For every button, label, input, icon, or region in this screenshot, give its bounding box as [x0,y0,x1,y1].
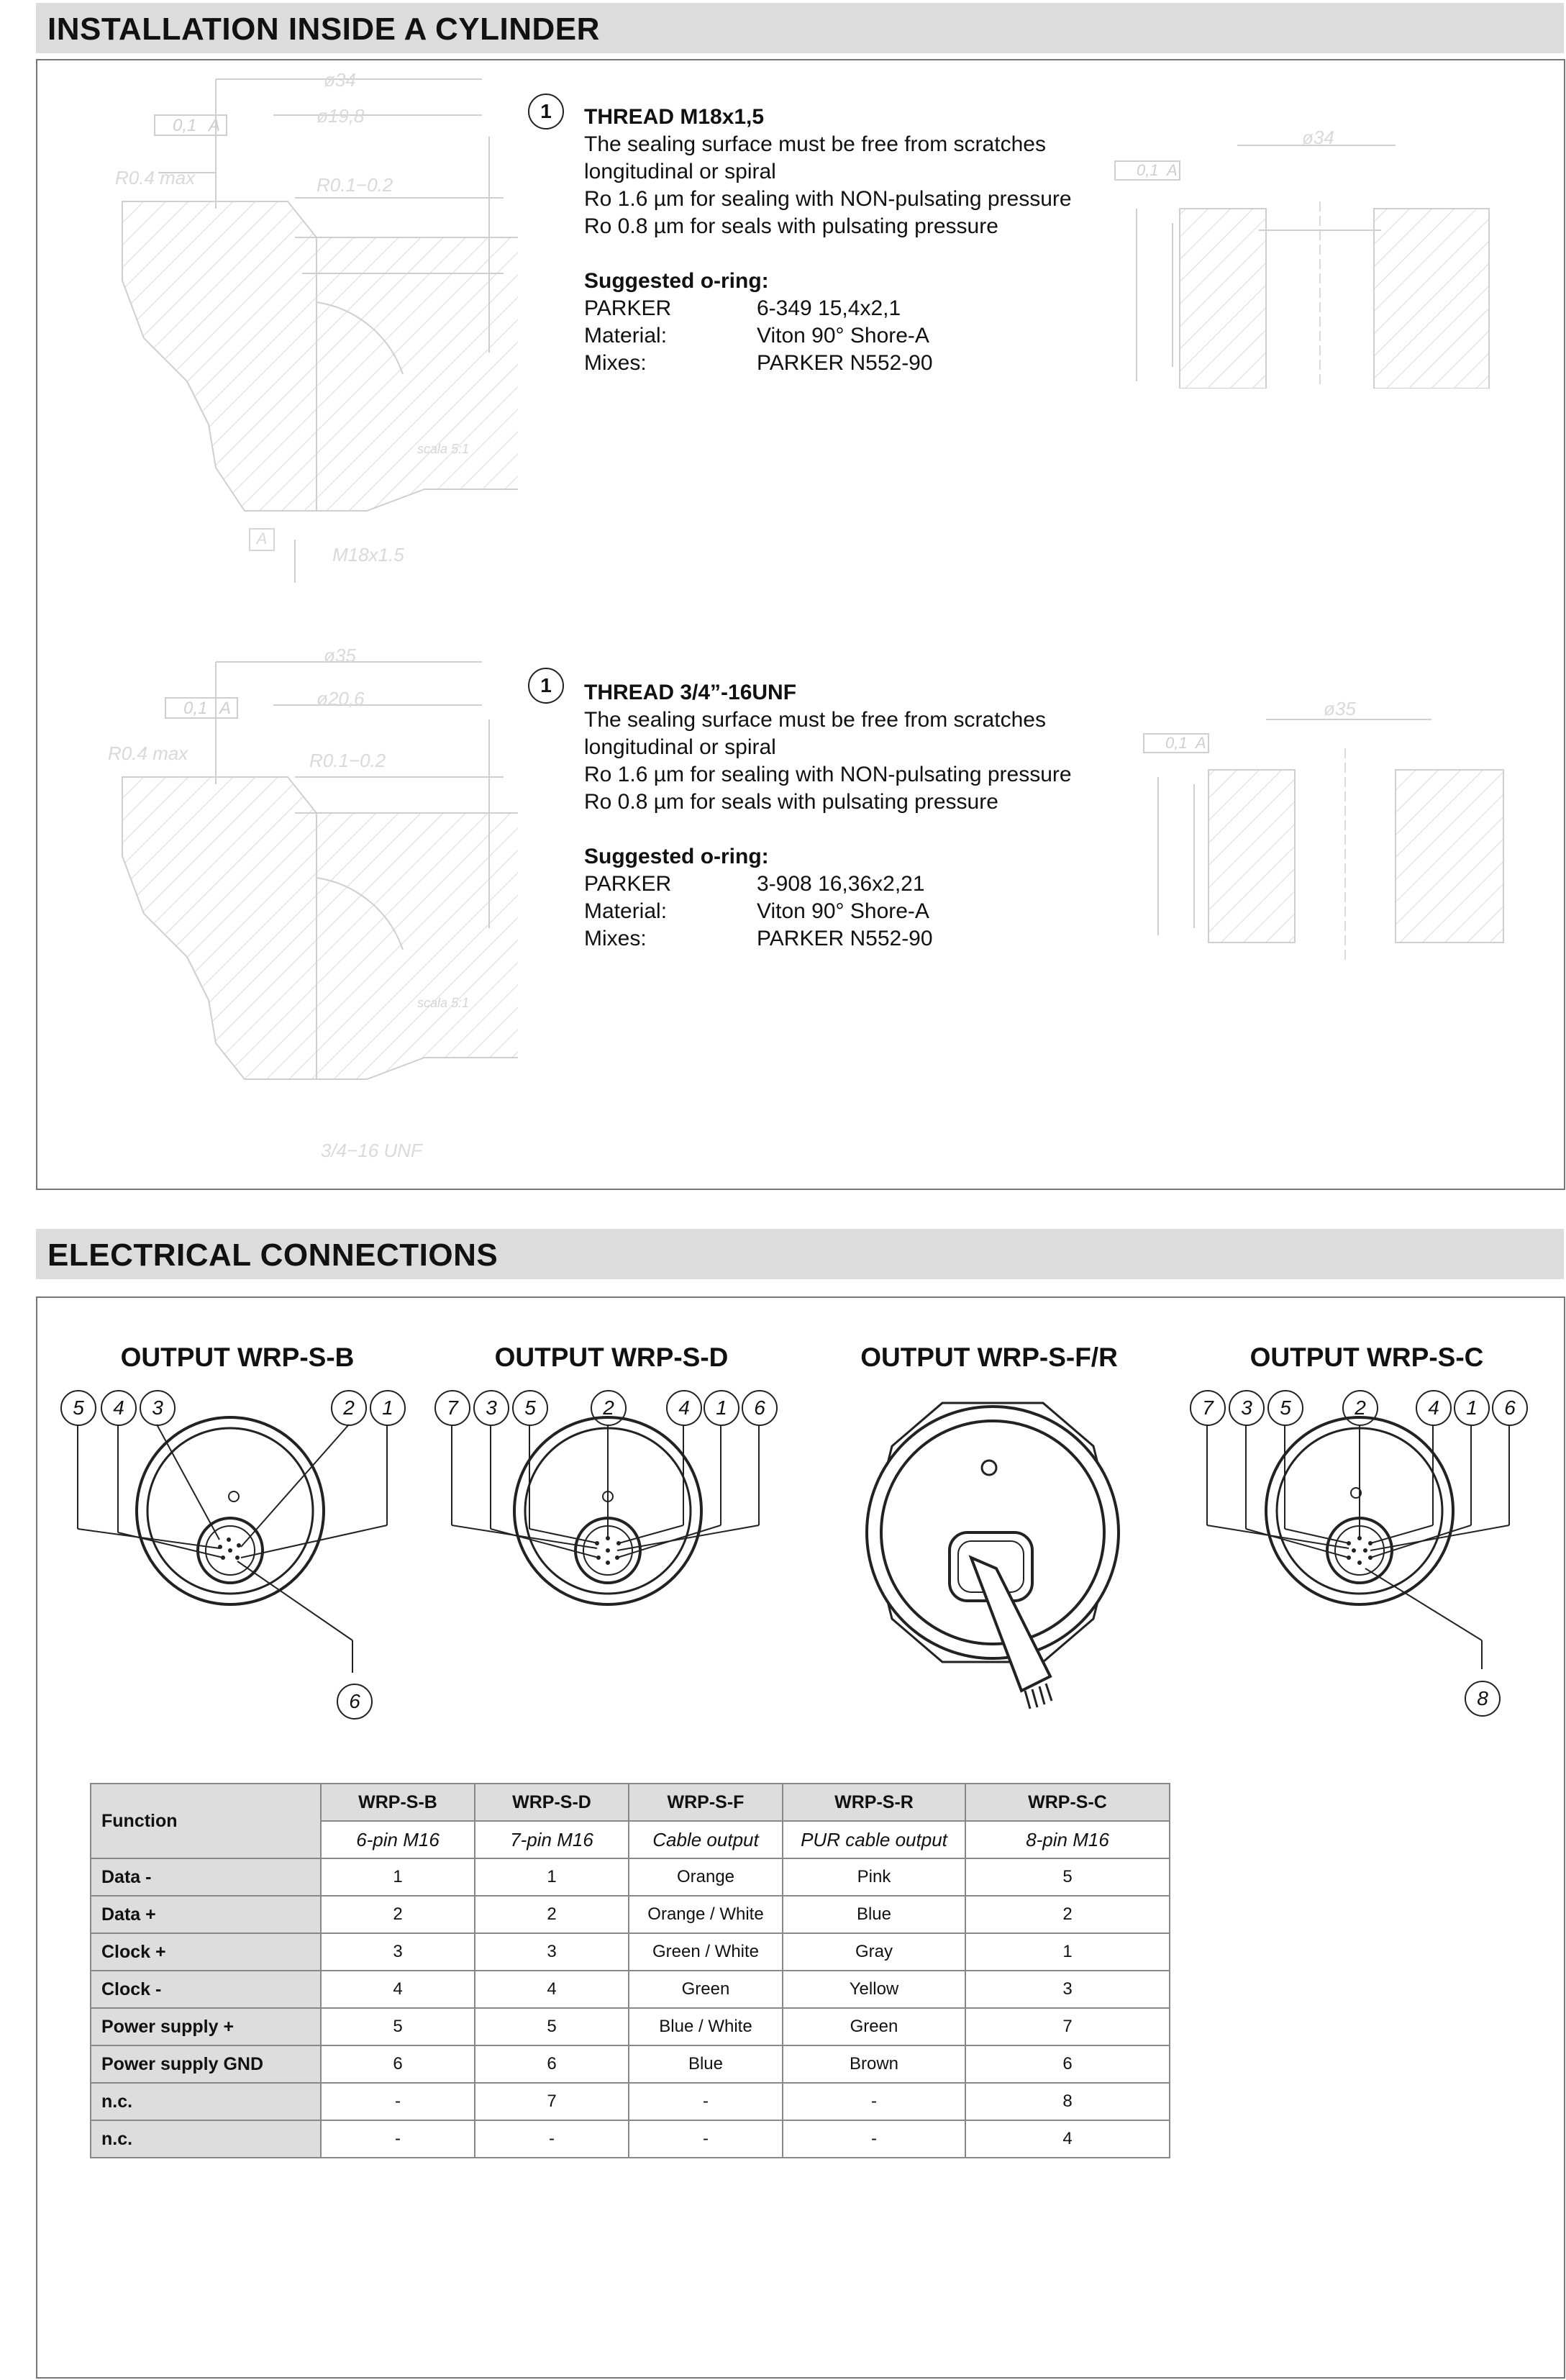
oring-value: 3-908 16,36x2,21 [757,872,925,896]
oring-value: Viton 90° Shore-A [757,324,929,348]
table-row [91,2008,1170,2045]
svg-text:A: A [219,699,232,718]
connector-c-drawing [1194,1396,1539,1698]
pin-label: 7 [1190,1390,1226,1426]
cell: 2 [965,1896,1170,1933]
cell: 3 [965,1971,1170,2008]
pin-label: 3 [140,1390,176,1426]
cell: Blue [629,2045,783,2083]
pin-label: 5 [60,1390,96,1426]
thread-note-m18 [584,104,1102,377]
col-header: WRP-S-B [321,1784,475,1821]
col-subheader: 7-pin M16 [475,1821,629,1858]
cell: 6 [321,2045,475,2083]
cell: - [475,2120,629,2158]
cell: - [629,2083,783,2120]
cell: 2 [475,1896,629,1933]
pin-label: 6 [742,1390,778,1426]
cell: 4 [965,2120,1170,2158]
svg-text:scala 5:1: scala 5:1 [417,442,470,456]
col-header: WRP-S-R [783,1784,965,1821]
oring-key: Mixes: [584,927,647,950]
dim-m18: M18x1.5 [332,544,404,566]
note-marker: 1 [528,668,564,704]
cell: - [629,2120,783,2158]
note-line: longitudinal or spiral [584,735,776,759]
dim-d35: ø35 [324,645,356,666]
cell: 5 [321,2008,475,2045]
pin-label: 5 [1267,1390,1303,1426]
note-line: The sealing surface must be free from scratches [584,132,1046,156]
cell: 7 [475,2083,629,2120]
dim-unf: 3/4−16 UNF [321,1140,422,1161]
cell: 3 [321,1933,475,1971]
row-function: Data + [91,1896,321,1933]
electrical-header [36,1229,1564,1279]
pin-label: 4 [666,1390,702,1426]
table-row [91,1896,1170,1933]
unf-section-drawing [101,640,518,1158]
cell: 1 [321,1858,475,1896]
oring-value: 6-349 15,4x2,1 [757,296,901,320]
pin-label: 2 [591,1390,627,1426]
col-header: WRP-S-C [965,1784,1170,1821]
col-subheader: 8-pin M16 [965,1821,1170,1858]
pin-label: 2 [331,1390,367,1426]
pin-label: 1 [370,1390,406,1426]
pin-label: 4 [101,1390,137,1426]
cell: 5 [965,1858,1170,1896]
oring-value: Viton 90° Shore-A [757,899,929,923]
pin-label: 2 [1342,1390,1378,1426]
cell: Brown [783,2045,965,2083]
cell: - [321,2083,475,2120]
cell: Orange [629,1858,783,1896]
cell: Green [629,1971,783,2008]
output-title-c: OUTPUT WRP-S-C [1249,1343,1484,1372]
row-function: n.c. [91,2120,321,2158]
cell: - [783,2120,965,2158]
section-title: ELECTRICAL CONNECTIONS [47,1237,499,1273]
cell: Orange / White [629,1896,783,1933]
note-title: THREAD 3/4”-16UNF [584,681,797,704]
output-title-d: OUTPUT WRP-S-D [494,1343,729,1372]
oring-value: PARKER N552-90 [757,351,933,375]
pin-label: 6 [337,1684,373,1720]
connector-d-drawing [432,1396,791,1612]
dim-r01: R0.1−0.2 [317,174,393,196]
row-function: Power supply GND [91,2045,321,2083]
col-subheader: 6-pin M16 [321,1821,475,1858]
note-line: Ro 0.8 µm for seals with pulsating pressure [584,790,998,814]
svg-text:A: A [1196,734,1206,752]
cell: 3 [475,1933,629,1971]
section-title: INSTALLATION INSIDE A CYLINDER [47,12,600,47]
oring-title: Suggested o-ring: [584,269,769,293]
oring-key: Material: [584,899,668,923]
oring-title: Suggested o-ring: [584,845,769,868]
oring-key: Material: [584,324,668,348]
svg-text:0,1: 0,1 [1137,161,1159,179]
table-row [91,2083,1170,2120]
table-row [91,2120,1170,2158]
thread-note-unf [584,679,1102,953]
svg-text:A: A [209,116,221,135]
cell: 7 [965,2008,1170,2045]
note-line: Ro 1.6 µm for sealing with NON-pulsating pressure [584,187,1072,211]
cell: 8 [965,2083,1170,2120]
pin-label: 3 [473,1390,509,1426]
col-header: WRP-S-D [475,1784,629,1821]
dim-r04: R0.4 max [115,167,196,189]
pin-label: 7 [434,1390,470,1426]
cell: Pink [783,1858,965,1896]
table-row [91,2045,1170,2083]
pin-label: 1 [704,1390,739,1426]
col-subheader: PUR cable output [783,1821,965,1858]
cable-output-drawing [842,1389,1144,1734]
oring-key: PARKER [584,296,672,320]
dim-bore-d35: ø35 [1324,698,1356,719]
cell: 4 [475,1971,629,2008]
cell: Yellow [783,1971,965,2008]
note-line: The sealing surface must be free from scratches [584,708,1046,732]
m18-bore-drawing [1108,130,1511,389]
oring-key: Mixes: [584,351,647,375]
oring-value: PARKER N552-90 [757,927,933,950]
row-function: n.c. [91,2083,321,2120]
datum-box: A [249,528,275,551]
output-title-b: OUTPUT WRP-S-B [120,1343,355,1372]
col-subheader: Cable output [629,1821,783,1858]
row-function: Power supply + [91,2008,321,2045]
output-title-fr: OUTPUT WRP-S-F/R [860,1343,1118,1372]
svg-text:0,1: 0,1 [183,699,208,718]
cell: Gray [783,1933,965,1971]
dim-r04-2: R0.4 max [108,742,188,764]
cell: 5 [475,2008,629,2045]
cell: 6 [475,2045,629,2083]
cell: 2 [321,1896,475,1933]
pin-label: 6 [1492,1390,1528,1426]
pin-label: 5 [512,1390,548,1426]
table-row [91,1933,1170,1971]
note-title: THREAD M18x1,5 [584,105,765,129]
pinout-table [90,1783,1170,2158]
row-function: Data - [91,1858,321,1896]
dim-d19-8: ø19,8 [317,105,365,127]
pin-label: 8 [1465,1681,1501,1717]
dim-d34: ø34 [324,69,356,91]
cell: 1 [475,1858,629,1896]
cell: 6 [965,2045,1170,2083]
unf-bore-drawing [1122,705,1525,964]
cell: Blue [783,1896,965,1933]
dim-d20-6: ø20,6 [317,688,365,709]
dim-r01-2: R0.1−0.2 [309,750,386,771]
cell: 1 [965,1933,1170,1971]
svg-text:0,1: 0,1 [1165,734,1188,752]
cell: Green [783,2008,965,2045]
pin-label: 3 [1229,1390,1265,1426]
col-header: WRP-S-F [629,1784,783,1821]
cell: Green / White [629,1933,783,1971]
svg-text:0,1: 0,1 [173,116,197,135]
row-function: Clock - [91,1971,321,2008]
dim-bore-d34: ø34 [1302,127,1334,148]
oring-key: PARKER [584,872,672,896]
cell: - [321,2120,475,2158]
cell: - [783,2083,965,2120]
cell: 4 [321,1971,475,2008]
installation-header [36,3,1564,53]
svg-text:A: A [1167,161,1178,179]
note-line: longitudinal or spiral [584,160,776,183]
row-function: Clock + [91,1933,321,1971]
pin-label: 4 [1416,1390,1452,1426]
table-row [91,1858,1170,1896]
note-line: Ro 0.8 µm for seals with pulsating pressure [584,214,998,238]
table-row [91,1971,1170,2008]
m18-section-drawing [101,65,518,583]
note-line: Ro 1.6 µm for sealing with NON-pulsating pressure [584,763,1072,786]
function-header: Function [91,1784,321,1858]
note-marker: 1 [528,94,564,130]
pin-label: 1 [1454,1390,1490,1426]
cell: Blue / White [629,2008,783,2045]
svg-text:scala 5:1: scala 5:1 [417,996,470,1010]
connector-b-drawing [58,1396,388,1727]
